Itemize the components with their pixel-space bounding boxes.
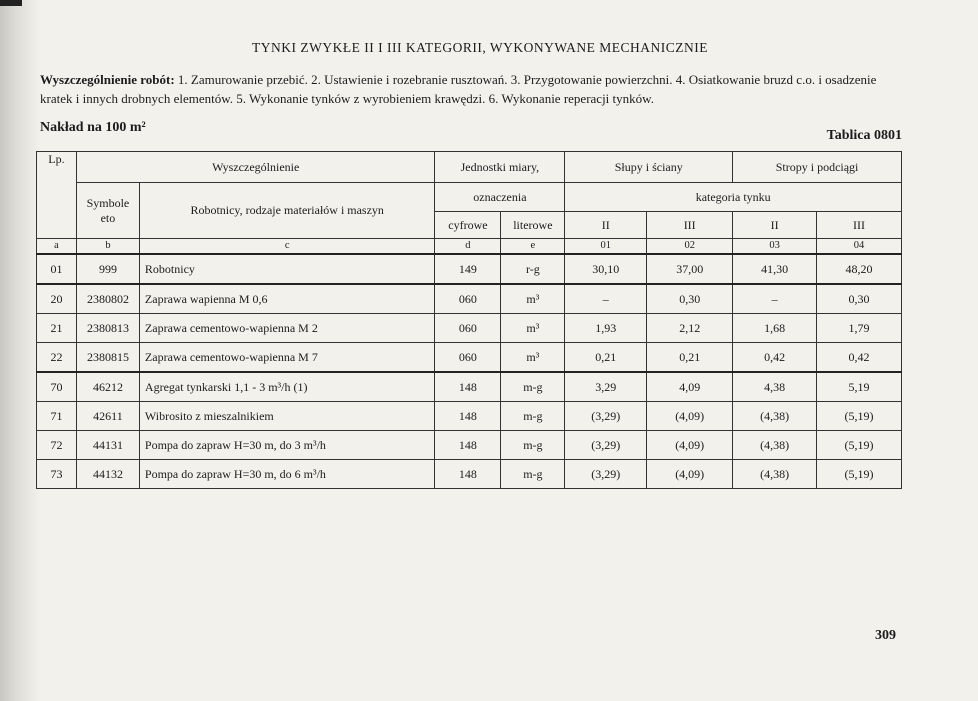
row-symbol: 2380802 xyxy=(76,284,139,314)
column-letter: 03 xyxy=(733,239,817,255)
row-value-ceilings-ii: 0,42 xyxy=(733,343,817,373)
row-value-walls-iii: 4,09 xyxy=(647,372,733,402)
header-literal: literowe xyxy=(501,212,565,239)
row-value-walls-ii: 1,93 xyxy=(565,314,647,343)
row-unit-literal: m-g xyxy=(501,372,565,402)
row-value-walls-iii: 2,12 xyxy=(647,314,733,343)
row-value-walls-ii: (3,29) xyxy=(565,460,647,489)
row-value-walls-iii: (4,09) xyxy=(647,431,733,460)
row-lp: 72 xyxy=(37,431,77,460)
row-name: Zaprawa cementowo-wapienna M 2 xyxy=(139,314,435,343)
header-numeric: cyfrowe xyxy=(435,212,501,239)
row-name: Zaprawa wapienna M 0,6 xyxy=(139,284,435,314)
row-value-walls-iii: 0,30 xyxy=(647,284,733,314)
norms-table xyxy=(36,151,902,489)
row-value-ceilings-iii: (5,19) xyxy=(817,460,902,489)
row-value-ceilings-ii: (4,38) xyxy=(733,402,817,431)
row-symbol: 44132 xyxy=(76,460,139,489)
header-ceilings-beams: Stropy i podciągi xyxy=(733,152,902,183)
row-value-ceilings-ii: 1,68 xyxy=(733,314,817,343)
work-description-text: 1. Zamurowanie przebić. 2. Ustawienie i rozebranie rusztowań. 3. Przygotowanie powierzchni. 4. Osiatkowanie bruzd c.o. i osadzenie kratek i innych drobnych elementów. 5. Wykonanie tynków z wyrobieniem krawędzi. 6. Wykonanie reperacji tynków. xyxy=(40,72,877,106)
column-letter: c xyxy=(139,239,435,255)
work-description-label: Wyszczególnienie robót: xyxy=(40,72,175,87)
row-value-ceilings-iii: 5,19 xyxy=(817,372,902,402)
row-unit-literal: r-g xyxy=(501,254,565,284)
row-value-ceilings-iii: (5,19) xyxy=(817,402,902,431)
row-value-walls-ii: (3,29) xyxy=(565,402,647,431)
header-category: kategoria tynku xyxy=(565,183,902,212)
page-gutter-shadow xyxy=(0,0,40,701)
row-lp: 21 xyxy=(37,314,77,343)
table-row xyxy=(37,460,902,489)
row-name: Agregat tynkarski 1,1 - 3 m³/h (1) xyxy=(139,372,435,402)
row-unit-numeric: 148 xyxy=(435,460,501,489)
header-cat-iii-walls: III xyxy=(647,212,733,239)
row-value-ceilings-iii: 0,42 xyxy=(817,343,902,373)
row-unit-numeric: 148 xyxy=(435,402,501,431)
row-name: Robotnicy xyxy=(139,254,435,284)
row-value-walls-iii: 37,00 xyxy=(647,254,733,284)
row-value-walls-ii: 30,10 xyxy=(565,254,647,284)
row-symbol: 44131 xyxy=(76,431,139,460)
row-lp: 01 xyxy=(37,254,77,284)
row-value-ceilings-iii: 1,79 xyxy=(817,314,902,343)
table-row xyxy=(37,402,902,431)
row-name: Wibrosito z mieszalnikiem xyxy=(139,402,435,431)
row-unit-literal: m-g xyxy=(501,431,565,460)
row-unit-literal: m³ xyxy=(501,343,565,373)
header-lp: Lp. xyxy=(37,152,77,239)
row-value-walls-iii: (4,09) xyxy=(647,402,733,431)
row-value-ceilings-ii: 4,38 xyxy=(733,372,817,402)
row-symbol: 42611 xyxy=(76,402,139,431)
table-row xyxy=(37,343,902,373)
row-symbol: 999 xyxy=(76,254,139,284)
row-lp: 70 xyxy=(37,372,77,402)
page-corner-mark xyxy=(0,0,22,6)
row-symbol: 46212 xyxy=(76,372,139,402)
row-value-ceilings-iii: (5,19) xyxy=(817,431,902,460)
table-row xyxy=(37,431,902,460)
row-unit-numeric: 148 xyxy=(435,372,501,402)
header-symbols: Symbole eto xyxy=(76,183,139,239)
column-letter: 01 xyxy=(565,239,647,255)
row-lp: 73 xyxy=(37,460,77,489)
table-row xyxy=(37,254,902,284)
work-description xyxy=(40,70,910,108)
header-units-sub: oznaczenia xyxy=(435,183,565,212)
row-unit-numeric: 148 xyxy=(435,431,501,460)
row-unit-literal: m³ xyxy=(501,314,565,343)
table-row xyxy=(37,314,902,343)
header-workers: Robotnicy, rodzaje materiałów i maszyn xyxy=(139,183,435,239)
row-value-walls-ii: – xyxy=(565,284,647,314)
row-value-walls-ii: (3,29) xyxy=(565,431,647,460)
header-cat-ii-walls: II xyxy=(565,212,647,239)
row-unit-numeric: 060 xyxy=(435,343,501,373)
row-unit-numeric: 060 xyxy=(435,284,501,314)
norm-basis: Nakład na 100 m² xyxy=(40,120,146,135)
column-letter: e xyxy=(501,239,565,255)
column-letter-row xyxy=(37,239,902,255)
row-value-ceilings-iii: 0,30 xyxy=(817,284,902,314)
header-units: Jednostki miary, xyxy=(435,152,565,183)
row-name: Zaprawa cementowo-wapienna M 7 xyxy=(139,343,435,373)
row-value-ceilings-ii: 41,30 xyxy=(733,254,817,284)
row-unit-literal: m³ xyxy=(501,284,565,314)
column-letter: 02 xyxy=(647,239,733,255)
column-letter: b xyxy=(76,239,139,255)
row-lp: 20 xyxy=(37,284,77,314)
column-letter: d xyxy=(435,239,501,255)
header-cat-ii-ceilings: II xyxy=(733,212,817,239)
row-lp: 22 xyxy=(37,343,77,373)
row-value-walls-ii: 0,21 xyxy=(565,343,647,373)
row-value-ceilings-ii: (4,38) xyxy=(733,460,817,489)
row-value-ceilings-ii: (4,38) xyxy=(733,431,817,460)
table-row xyxy=(37,372,902,402)
row-name: Pompa do zapraw H=30 m, do 6 m³/h xyxy=(139,460,435,489)
table-row xyxy=(37,284,902,314)
header-spec: Wyszczególnienie xyxy=(76,152,435,183)
column-letter: 04 xyxy=(817,239,902,255)
row-lp: 71 xyxy=(37,402,77,431)
row-value-walls-ii: 3,29 xyxy=(565,372,647,402)
row-value-walls-iii: 0,21 xyxy=(647,343,733,373)
header-columns-walls: Słupy i ściany xyxy=(565,152,733,183)
row-name: Pompa do zapraw H=30 m, do 3 m³/h xyxy=(139,431,435,460)
row-value-ceilings-iii: 48,20 xyxy=(817,254,902,284)
page-title: TYNKI ZWYKŁE II I III KATEGORII, WYKONYWANE MECHANICZNIE xyxy=(252,40,708,55)
row-value-walls-iii: (4,09) xyxy=(647,460,733,489)
row-symbol: 2380813 xyxy=(76,314,139,343)
row-unit-literal: m-g xyxy=(501,460,565,489)
row-unit-numeric: 149 xyxy=(435,254,501,284)
table-id: Tablica 0801 xyxy=(826,128,902,143)
column-letter: a xyxy=(37,239,77,255)
row-unit-numeric: 060 xyxy=(435,314,501,343)
row-unit-literal: m-g xyxy=(501,402,565,431)
header-cat-iii-ceilings: III xyxy=(817,212,902,239)
row-value-ceilings-ii: – xyxy=(733,284,817,314)
row-symbol: 2380815 xyxy=(76,343,139,373)
page-number: 309 xyxy=(875,628,896,643)
